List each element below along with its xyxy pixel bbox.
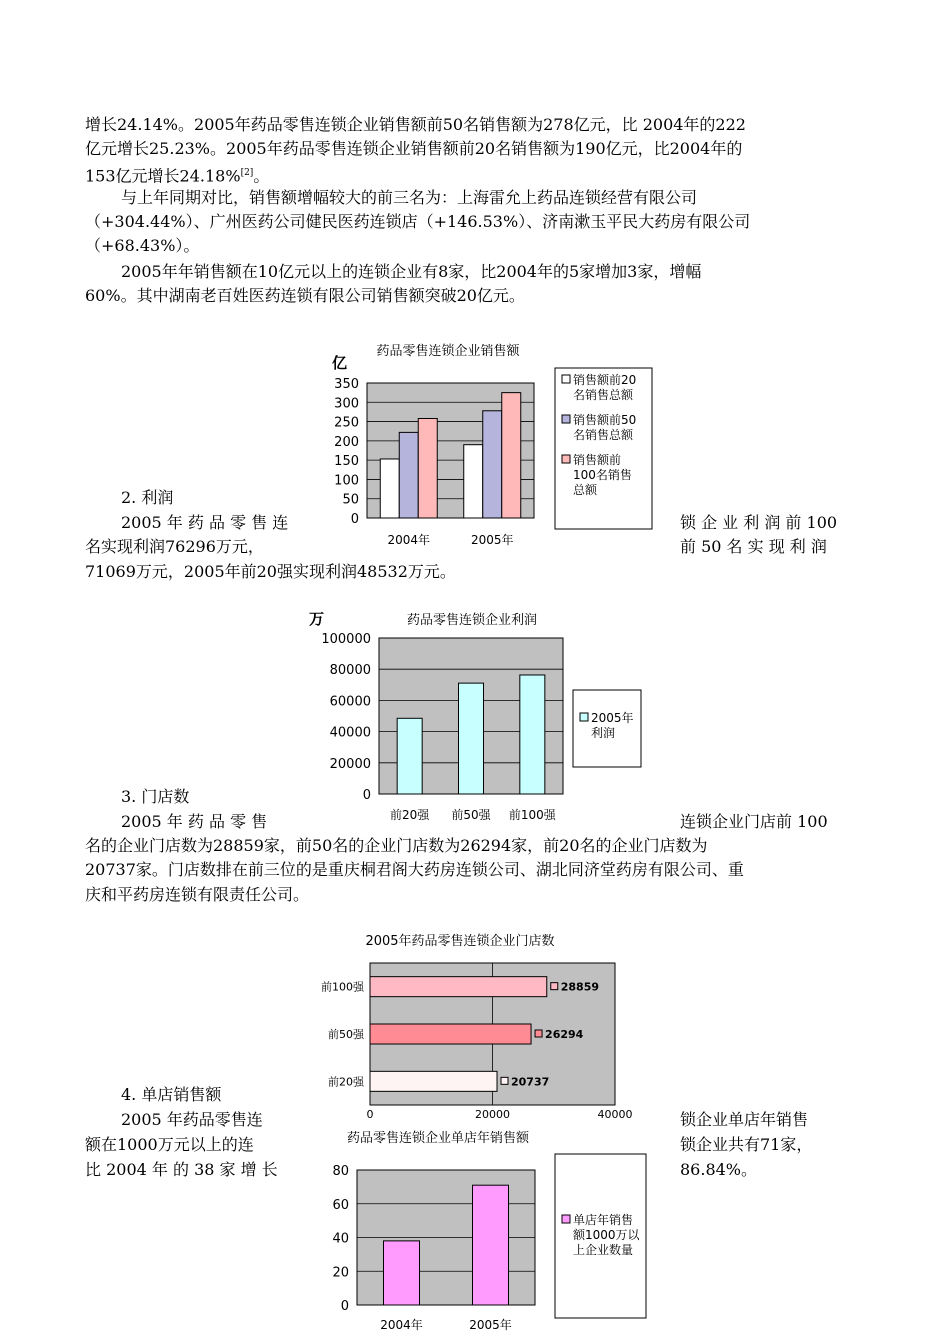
y-tick-label: 0 xyxy=(340,1299,349,1314)
paragraph-line: 增长24.14%。2005年药品零售连锁企业销售额前50名销售额为278亿元，比 2004年的222 xyxy=(85,115,746,134)
y-tick-label: 前20强 xyxy=(328,1075,364,1089)
citation-ref[interactable]: [2] xyxy=(240,168,254,178)
paragraph-text: 153亿元增长24.18% xyxy=(85,166,241,186)
bar xyxy=(370,1024,531,1044)
paragraph-line xyxy=(85,161,269,188)
sales-chart-svg xyxy=(310,338,670,553)
paragraph-line: 2005 年 药 品 零 售 连 xyxy=(121,513,289,532)
bar xyxy=(464,445,483,518)
bar xyxy=(380,459,399,518)
y-tick-label: 40 xyxy=(332,1231,349,1247)
paragraph-line: 2005 年药品零售连 xyxy=(121,1110,263,1129)
bar xyxy=(483,411,502,518)
bar xyxy=(370,1071,497,1091)
y-tick-label: 100 xyxy=(334,473,359,489)
legend-label: 利润 xyxy=(591,726,616,740)
chart-title: 2005年药品零售连锁企业门店数 xyxy=(365,934,555,949)
data-label-marker xyxy=(501,1077,508,1084)
x-tick-label: 2005年 xyxy=(470,533,514,547)
stores-chart-svg xyxy=(308,930,638,1150)
legend-label: 额1000万以 xyxy=(573,1228,640,1242)
legend-label: 销售额前20 xyxy=(573,373,637,387)
single-store-chart-svg xyxy=(318,1126,663,1338)
y-tick-label: 0 xyxy=(362,788,371,803)
single-store-chart xyxy=(318,1126,663,1338)
unit-label: 亿 xyxy=(332,354,348,372)
y-tick-label: 150 xyxy=(334,454,359,470)
y-tick-label: 80 xyxy=(332,1164,349,1179)
paragraph-line: 亿元增长25.23%。2005年药品零售连锁企业销售额前20名销售额为190亿元，比2004年的 xyxy=(85,139,743,158)
paragraph-line: 名的企业门店数为28859家，前50名的企业门店数为26294家，前20名的企业门店数为 xyxy=(85,836,708,855)
y-tick-label: 前50强 xyxy=(328,1028,364,1041)
chart-title: 药品零售连锁企业销售额 xyxy=(376,344,520,359)
paragraph-line: 2005 年 药 品 零 售 xyxy=(121,812,268,831)
y-tick-label: 100000 xyxy=(321,632,371,647)
paragraph-line: 前 50 名 实 现 利 润 xyxy=(680,537,827,556)
x-tick-label: 2004年 xyxy=(380,1318,423,1332)
legend-label: 上企业数量 xyxy=(573,1243,634,1257)
bar xyxy=(384,1241,420,1305)
profit-chart xyxy=(305,606,650,828)
bar xyxy=(520,675,545,794)
paragraph-line: 2005年年销售额在10亿元以上的连锁企业有8家，比2004年的5家增加3家，增幅 xyxy=(121,262,702,281)
legend-label: 2005年 xyxy=(591,711,634,725)
y-tick-label: 0 xyxy=(350,512,359,527)
paragraph-line: 比 2004 年 的 38 家 增 长 xyxy=(85,1160,278,1179)
legend-label: 总额 xyxy=(573,483,598,497)
legend-swatch xyxy=(562,1215,570,1223)
chart-title: 药品零售连锁企业单店年销售额 xyxy=(346,1131,530,1146)
data-label: 26294 xyxy=(545,1028,584,1041)
y-tick-label: 80000 xyxy=(329,663,371,679)
paragraph-line: （+304.44%）、广州医药公司健民医药连锁店（+146.53%）、济南漱玉平民大药房有限公司 xyxy=(85,212,751,231)
legend-label: 销售额前 xyxy=(573,453,622,467)
paragraph-line: 庆和平药房连锁有限责任公司。 xyxy=(85,885,310,904)
x-tick-label: 前100强 xyxy=(508,808,556,822)
chart-title: 药品零售连锁企业利润 xyxy=(406,613,538,628)
section-heading: 4. 单店销售额 xyxy=(121,1085,222,1104)
x-tick-label: 0 xyxy=(366,1108,374,1121)
paragraph-line: 与上年同期对比，销售额增幅较大的前三名为：上海雷允上药品连锁经营有限公司 xyxy=(121,188,698,207)
bar xyxy=(473,1185,509,1305)
paragraph-line: 60%。其中湖南老百姓医药连锁有限公司销售额突破20亿元。 xyxy=(85,286,525,305)
profit-chart-svg xyxy=(305,606,650,828)
y-tick-label: 20 xyxy=(332,1265,349,1281)
y-tick-label: 20000 xyxy=(329,756,371,772)
paragraph-line: 86.84%。 xyxy=(680,1160,758,1179)
x-tick-label: 2005年 xyxy=(469,1318,512,1332)
sales-chart xyxy=(310,338,670,553)
bar xyxy=(459,683,484,794)
legend-swatch xyxy=(562,375,570,383)
legend-swatch xyxy=(562,415,570,423)
section-heading: 3. 门店数 xyxy=(121,787,190,806)
y-tick-label: 200 xyxy=(334,434,359,450)
section-heading: 2. 利润 xyxy=(121,488,174,507)
data-label: 20737 xyxy=(511,1075,550,1089)
paragraph-line: 名实现利润76296万元， xyxy=(85,537,264,556)
legend-label: 单店年销售 xyxy=(573,1213,634,1227)
paragraph-line: 锁 企 业 利 润 前 100 xyxy=(680,513,838,532)
paragraph-line: 71069万元，2005年前20强实现利润48532万元。 xyxy=(85,562,456,581)
bar xyxy=(502,393,521,518)
paragraph-text: 。 xyxy=(253,166,270,186)
paragraph-line: 额在1000万元以上的连 xyxy=(85,1135,254,1154)
legend-label: 销售额前50 xyxy=(573,413,637,427)
paragraph-line: 20737家。门店数排在前三位的是重庆桐君阁大药房连锁公司、湖北同济堂药房有限公司、重 xyxy=(85,860,744,879)
bar xyxy=(370,977,547,997)
y-tick-label: 350 xyxy=(334,377,359,392)
bar xyxy=(397,718,422,794)
paragraph-line: （+68.43%）。 xyxy=(85,236,200,255)
x-tick-label: 20000 xyxy=(475,1108,510,1121)
bar xyxy=(399,432,418,518)
bar xyxy=(418,418,437,518)
y-tick-label: 300 xyxy=(334,396,359,412)
y-tick-label: 前100强 xyxy=(321,980,364,994)
data-label-marker xyxy=(535,1030,542,1037)
x-tick-label: 前20强 xyxy=(390,808,430,822)
y-tick-label: 60000 xyxy=(329,694,371,710)
paragraph-line: 连锁企业门店前 100 xyxy=(680,812,828,831)
unit-label: 万 xyxy=(309,610,325,628)
legend-label: 名销售总额 xyxy=(573,428,634,442)
y-tick-label: 40000 xyxy=(329,725,371,741)
y-tick-label: 50 xyxy=(342,492,359,508)
x-tick-label: 40000 xyxy=(597,1108,633,1121)
data-label-marker xyxy=(551,983,558,990)
x-tick-label: 2004年 xyxy=(387,533,431,547)
legend-swatch xyxy=(562,455,570,463)
y-tick-label: 60 xyxy=(332,1197,349,1213)
legend-swatch xyxy=(580,713,588,721)
paragraph-line: 锁企业单店年销售 xyxy=(680,1110,809,1129)
legend-label: 100名销售 xyxy=(573,468,632,482)
x-tick-label: 前50强 xyxy=(451,808,491,822)
legend-label: 名销售总额 xyxy=(573,388,634,402)
y-tick-label: 250 xyxy=(334,415,359,431)
paragraph-line: 锁企业共有71家， xyxy=(680,1135,813,1154)
data-label: 28859 xyxy=(560,980,600,994)
stores-chart xyxy=(308,930,638,1150)
